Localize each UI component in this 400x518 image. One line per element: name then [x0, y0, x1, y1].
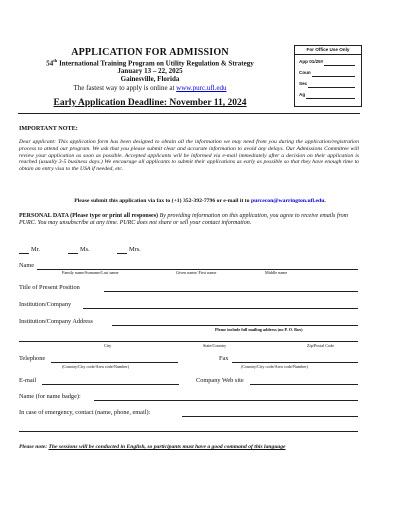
position-field[interactable]: [104, 291, 358, 292]
telephone-hint: (Country/City code/Area code/Number): [62, 364, 129, 369]
middle-name-hint: Middle name: [265, 270, 288, 275]
purc-website-link[interactable]: www.purc.ufl.edu: [176, 84, 227, 92]
submit-instructions: Please submit this application via fax to (+1) 352-392-7796 or e-mail it to purcecon@warrington.ufl.edu.: [74, 198, 326, 204]
personal-data-intro: PERSONAL DATA (Please type or print all responses) By providing information on this application, you agree to receive emails from PURC. You may unsubscribe at any time. PURC does not share or sell your contact information.: [19, 213, 348, 227]
office-row-ag: Ag: [295, 88, 361, 99]
emergency-contact-label: In case of emergency, contact (name, phone, email):: [19, 409, 151, 416]
website-field[interactable]: [250, 384, 358, 385]
badge-name-field[interactable]: [94, 400, 358, 401]
telephone-label: Telephone: [19, 355, 46, 362]
office-use-heading: For Office Use Only: [295, 46, 361, 55]
state-hint: State/Country: [203, 343, 227, 348]
program-location: Gainesville, Florida: [120, 75, 180, 83]
given-name-hint: Given name/ First name: [176, 270, 217, 275]
online-apply-text: The fastest way to apply is online at www.purc.ufl.edu: [73, 84, 227, 92]
program-name: 54th International Training Program on Utility Regulation & Strategy: [46, 58, 254, 68]
mr-label: Mr.: [31, 246, 40, 253]
telephone-field[interactable]: [51, 362, 178, 363]
address-field[interactable]: [112, 325, 358, 326]
name-label: Name: [19, 262, 35, 269]
office-row-app: App 01/25#: [295, 55, 361, 66]
mr-checkbox-line[interactable]: [19, 253, 29, 254]
fax-hint: (Country/City code/Area code/Number): [241, 364, 308, 369]
family-name-hint: Family name/Surname/Last name: [62, 270, 119, 275]
office-use-box: [294, 45, 362, 107]
emergency-contact-line-2-field[interactable]: [19, 431, 358, 432]
mrs-checkbox-line[interactable]: [117, 253, 127, 254]
badge-name-label: Name (for name badge):: [19, 393, 81, 400]
email-label: E-mail: [19, 377, 37, 384]
email-field[interactable]: [42, 384, 179, 385]
important-note-heading: IMPORTANT NOTE:: [19, 125, 78, 132]
deadline-heading: Early Application Deadline: November 11, 2024: [53, 98, 247, 108]
address-line-2-field[interactable]: [19, 341, 358, 342]
office-row-sec: Sec: [295, 77, 361, 88]
header-divider: [18, 113, 360, 114]
ms-label: Ms.: [80, 246, 90, 253]
mrs-label: Mrs.: [129, 246, 141, 253]
city-hint: City: [104, 343, 112, 348]
page-title: APPLICATION FOR ADMISSION: [71, 47, 229, 58]
program-dates: January 13 – 22, 2025: [117, 67, 183, 75]
submit-email-link[interactable]: purcecon@warrington.ufl.edu: [250, 198, 325, 204]
address-note: Please include full mailing address (no P. O. Box): [215, 327, 303, 332]
address-label: Institution/Company Address: [19, 318, 93, 325]
language-note: Please note: The sessions will be conducted in English, so participants must have a good command of this language: [19, 444, 286, 450]
fax-label: Fax: [219, 355, 229, 362]
important-note-text: Dear applicant: This application form has been designed to obtain all the information we may need from you during the application/registration process to attend our program. We ask that you please submit clear and accurate information to avoid any delays. Our Admissions Committee will review your application as soon as possible. Accepted applicants will be informed via e-mail immediately after a decision on their application is reached (usually 3-5 business days.) We encourage all applicants to submit their applications as early as possible so that they have enough time to obtain an entry visa to the USA if needed, etc.: [19, 139, 359, 173]
zip-hint: Zip/Postal Code: [307, 343, 335, 348]
position-label: Title of Present Position: [19, 284, 80, 291]
fax-field[interactable]: [232, 362, 358, 363]
website-label: Company Web site: [196, 377, 244, 384]
office-row-coun: Coun: [295, 66, 361, 77]
emergency-contact-field[interactable]: [182, 416, 358, 417]
ms-checkbox-line[interactable]: [68, 253, 78, 254]
institution-field[interactable]: [83, 308, 358, 309]
institution-label: Institution/Company: [19, 301, 72, 308]
